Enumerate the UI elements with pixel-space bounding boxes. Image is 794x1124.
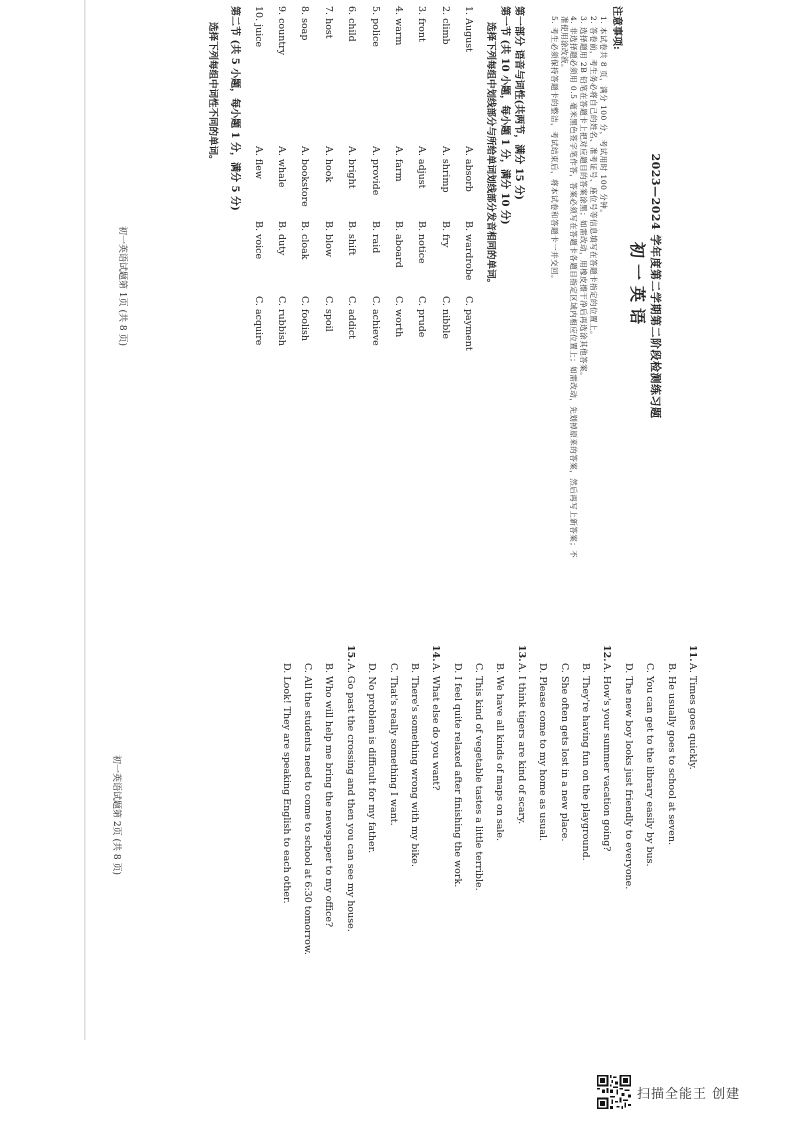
question-word: 7. host: [322, 6, 334, 39]
question-word: 9. country: [276, 6, 288, 56]
note-item: 3. 选择题用 2B 铅笔在答题卡上把对应题目的答案涂黑；如需改动，用橡皮擦干净后再选涂其他答案。: [578, 16, 588, 381]
option: B. He usually goes to school at seven.: [665, 663, 677, 845]
option-c: C. payment: [463, 296, 475, 351]
question-word: 4. warm: [393, 6, 405, 46]
question-block: [280, 645, 356, 985]
qr-code-icon: [597, 1075, 631, 1109]
note-item: 5. 考生必须保持答题卡的整洁，考试结束后，将本试卷和答题卡一并交回。: [549, 16, 559, 284]
option-b: B. voice: [252, 221, 264, 260]
question-row: [393, 6, 404, 566]
option-b: B. cloak: [299, 221, 311, 260]
question-number: 13.: [515, 645, 527, 662]
question-word: 10. juice: [252, 6, 264, 48]
question-row: [369, 6, 380, 566]
question-number: 12.: [601, 645, 613, 662]
question-row: [252, 6, 263, 566]
option: B. There's something wrong with my bike.: [408, 663, 420, 867]
question-row: [299, 6, 310, 566]
question-word: 3. front: [416, 6, 428, 42]
option-a: A. flew: [252, 146, 264, 179]
option-a: A. adjust: [416, 146, 428, 189]
option-b: B. wardrobe: [463, 221, 475, 281]
option-c: C. spoil: [322, 296, 334, 332]
option-c: C. acquire: [252, 296, 264, 346]
option-a: A. whale: [276, 146, 288, 188]
question-word: 2. climb: [439, 6, 451, 45]
option-c: C. achieve: [369, 296, 381, 346]
option: C. This kind of vegetable tastes a little terrible.: [473, 663, 485, 891]
option-a: A. farm: [393, 146, 405, 182]
question-row: [416, 6, 427, 566]
option: A. What else do you want?: [430, 663, 442, 791]
question-block: [366, 645, 442, 985]
option: D. Please come to my home as usual.: [537, 663, 549, 842]
option: C. That's really something I want.: [387, 663, 399, 826]
question-block: [451, 645, 527, 985]
option-b: B. raid: [369, 221, 381, 254]
section-heading: 第二节 (共 5 小题，每小题 1 分，满分 5 分): [229, 6, 241, 211]
question-block: [537, 645, 613, 985]
option: A. Times goes quickly.: [687, 663, 698, 770]
option: D. The new boy looks just friendly to everyone.: [622, 663, 634, 890]
option: A. Go past the crossing and then you can see my house.: [344, 663, 356, 932]
option-a: A. provide: [369, 146, 381, 196]
page-footer: 初一英语试题第 1页 (共 8 页): [116, 226, 127, 346]
scan-edge: [84, 0, 86, 1040]
option-c: C. addict: [346, 296, 358, 339]
option-b: B. duty: [276, 221, 288, 256]
option-a: A. bookstore: [299, 146, 311, 207]
option-c: C. worth: [393, 296, 405, 338]
exam-page-2: [110, 645, 700, 985]
question-word: 6. child: [346, 6, 358, 42]
option-c: C. foolish: [299, 296, 311, 341]
scanner-stamp: [597, 1075, 740, 1109]
note-item: 4. 非选择题必须用 0.5 毫米黑色签字笔作答，答案必须写在答题卡各题目指定区域内相应位置上；如需改动，先划掉原来的答案，然后再写上新答案；不准使用涂改液。: [559, 16, 578, 559]
option: C. All the students need to come to school at 6:30 tomorrow.: [301, 663, 313, 955]
option-b: B. notice: [416, 221, 428, 264]
option-b: B. blow: [322, 221, 334, 257]
question-row: [323, 6, 334, 566]
option-a: A. absorb: [463, 146, 475, 192]
option: C. You can get to the library easily by bus.: [644, 663, 656, 867]
exam-page-1: [116, 6, 676, 566]
option-c: C. prude: [416, 296, 428, 338]
notes-heading: 注意事项:: [610, 6, 622, 50]
question-row: [463, 6, 474, 566]
instruction: 选择下列每组中划线部分与所给单词划线部分发音相同的单词。: [484, 22, 496, 289]
option: A. I think tigers are kind of scary.: [515, 663, 527, 825]
note-item: 2. 答卷前，考生务必将自己的姓名、准考证号、座位号等信息填写在答题卡指定的位置上。: [588, 16, 598, 340]
question-row: [276, 6, 287, 566]
part-heading: 第一部分 语音与词性(共两节，满分 15 分): [512, 6, 524, 200]
page-footer: 初一英语试题第 2页 (共 8 页): [110, 755, 121, 875]
question-row: [346, 6, 357, 566]
option-b: B. aboard: [393, 221, 405, 268]
question-word: 8. soap: [299, 6, 311, 41]
scanner-stamp-text: 扫描全能王 创建: [637, 1086, 741, 1102]
option: B. Who will help me bring the newspaper to my office?: [323, 663, 335, 928]
option: D. Look! They are speaking English to each other.: [280, 663, 292, 904]
exam-subject: 初一英语: [627, 241, 647, 330]
option-a: A. shrimp: [439, 146, 451, 193]
option-b: B. fry: [439, 221, 451, 248]
option-b: B. shift: [346, 221, 358, 256]
question-block: [622, 645, 698, 985]
exam-title: 2023—2024 学年度第二学期第二阶段检测练习题: [649, 153, 662, 419]
question-row: [439, 6, 450, 566]
option-a: A. bright: [346, 146, 358, 189]
option: A. How's your summer vacation going?: [601, 663, 613, 852]
option-c: C. nibble: [439, 296, 451, 339]
question-number: 11.: [687, 645, 698, 662]
question-number: 15.: [344, 645, 356, 662]
instruction: 选择下列每组中词性不同的单词。: [207, 22, 219, 165]
question-word: 5. police: [369, 6, 381, 47]
option: D. I feel quite relaxed after finishing the work.: [451, 663, 463, 888]
section-heading: 第一节 (共 10 小题，每小题 1 分，满分 10 分): [498, 6, 510, 225]
note-item: 1. 本试卷共 8 页，满分 100 分，考试用时 100 分钟。: [598, 16, 608, 218]
option: C. She often gets lost in a new place.: [558, 663, 570, 842]
question-word: 1. August: [463, 6, 475, 52]
option-a: A. hook: [322, 146, 334, 183]
option-c: C. rubbish: [276, 296, 288, 346]
option: D. No problem is difficult for my father.: [366, 663, 378, 854]
option: B. We have all kinds of maps on sale.: [494, 663, 506, 842]
option: B. They're having fun on the playground.: [580, 663, 592, 861]
question-number: 14.: [430, 645, 442, 662]
